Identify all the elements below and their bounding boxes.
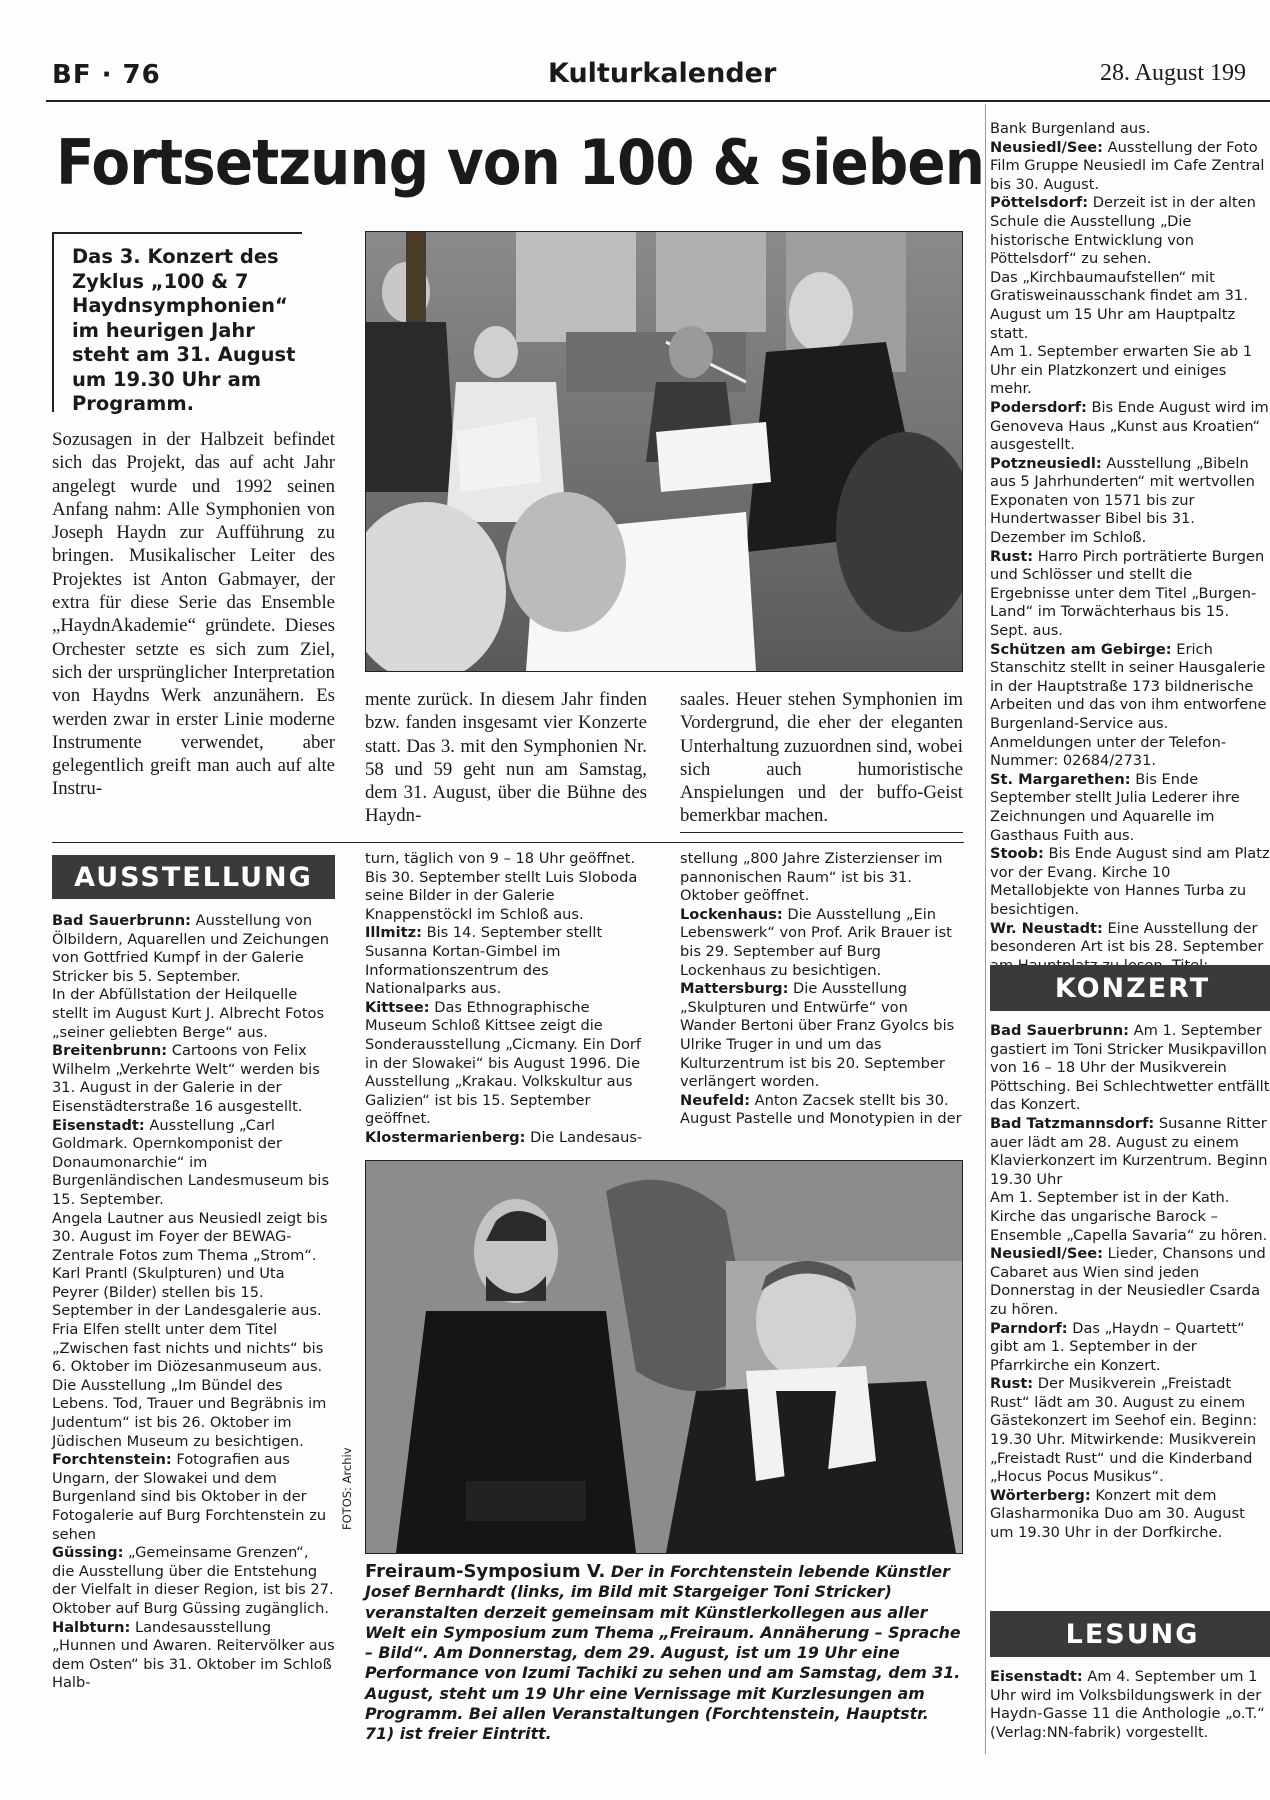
listing-place: Eisenstadt: [990,1668,1083,1685]
listing-place: Wörterberg: [990,1486,1091,1504]
symposium-photo [365,1160,963,1554]
listing-text: Ausstellung „Carl Goldmark. Opernkomponist der Donaumonarchie“ im Burgenländischen Landesmuseum bis 15. September. [52,1116,330,1208]
listing-text: Am 1. September ist in der Kath. Kirche das ungarische Barock – Ensemble „Capella Savaria“ zu hören. [990,1189,1268,1244]
listing-text: Das „Haydn – Quartett“ gibt am 1. September in der Pfarrkirche ein Konzert. [990,1319,1245,1374]
listing-place: Podersdorf: [990,398,1087,416]
listing-text: Am 4. September um 1 Uhr wird im Volksbildungswerk in der Haydn-Gasse 11 die Anthologie „o.T.“ (Verlag:NN-fabrik) vorgestellt. [990,1668,1265,1741]
listing-entry [52,1321,335,1377]
listing-entry [52,1210,335,1266]
listing-place: Rust: [990,1375,1034,1393]
listing-entry [990,1375,1270,1487]
listing-entry [990,120,1270,139]
listing-entry [990,1668,1270,1742]
listing-text: Ausstellung „Bibeln aus 5 Jahrhunderten“ mit wertvollen Exponaten von 1571 bis zur Hundertwasser Bibel bis 31. Dezember im Schloß. [990,454,1255,547]
listing-place: Güssing: [52,1544,124,1562]
listing-place: Wr. Neustadt: [990,919,1103,937]
listing-entry [990,269,1270,343]
ausstellung-col-2 [365,850,647,1148]
listing-text: In der Abfüllstation der Heilquelle stellt im August Kurt J. Albrecht Fotos „seiner geliebten Berge“ aus. [52,986,325,1041]
ausstellung-heading: AUSSTELLUNG [52,855,335,899]
listing-entry [990,343,1270,399]
listing-entry [365,850,647,924]
article-col-3: saales. Heuer stehen Symphonien im Vordergrund, die eher der eleganten Unterhaltung zuzuordnen sind, wobei sich auch humoristische Anspielungen und der buffo-Geist bemerkbar machen. [680,689,963,827]
header-rule [46,100,1270,102]
article-rule [680,832,963,833]
lesung-heading: LESUNG [990,1611,1270,1657]
listing-place: Breitenbrunn: [52,1042,168,1060]
listing-entry [52,1117,335,1210]
listing-entry [52,1619,335,1693]
listing-place: Neufeld: [680,1091,751,1109]
listing-text: Angela Lautner aus Neusiedl zeigt bis 30. August im Foyer der BEWAG-Zentrale Fotos zum Thema „Strom“. [52,1209,328,1264]
listing-place: Rust: [990,547,1034,565]
right-column-rule [985,104,986,1754]
photo-caption [365,1562,963,1745]
listing-text: Landesausstellung „Hunnen und Awaren. Reitervölker aus dem Osten“ bis 31. Oktober im Schloß Halb- [52,1618,335,1692]
listing-place: Forchtenstein: [52,1451,172,1469]
listing-place: Mattersburg: [680,980,789,998]
listing-text: Bank Burgenland aus. [990,120,1151,137]
listing-text: turn, täglich von 9 – 18 Uhr geöffnet. Bis 30. September stellt Luis Sloboda seine Bilder in der Galerie Knappenstöckl im Schloß aus. [365,850,638,923]
listing-entry [990,548,1270,641]
listing-place: Stoob: [990,845,1044,863]
listing-text: Fotografien aus Ungarn, der Slowakei und dem Burgenland sind bis Oktober in der Fotogalerie auf Burg Forchtenstein zu sehen [52,1451,327,1543]
listing-text: Ausstellung von Ölbildern, Aquarellen und Zeichungen von Gottfried Kumpf in der Galerie Stricker bis 5. September. [52,912,329,985]
listing-entry [52,986,335,1042]
listing-text: Lieder, Chansons und Cabaret aus Wien sind jeden Donnerstag in der Neusiedler Csarda zu hören. [990,1245,1266,1318]
listing-place: Schützen am Gebirge: [990,640,1172,658]
section-rule [52,842,964,843]
listing-text: „Gemeinsame Grenzen“, die Ausstellung über die Entstehung der Vielfalt in dieser Region, ist bis 27. Oktober auf Burg Güssing zugänglich. [52,1544,334,1617]
issue-date: 28. August 199 [1100,60,1247,86]
konzert-heading: KONZERT [990,965,1270,1011]
ausstellung-col-3 [680,850,963,1129]
listing-entry [990,845,1270,919]
listing-text: Das „Kirchbaumaufstellen“ mit Gratisweinausschank findet am 31. August um 15 Uhr am Hauptpaltz statt. [990,268,1248,342]
photo-credit: FOTOS: Archiv [340,1447,354,1530]
listing-text: Konzert mit dem Glasharmonika Duo am 30. August um 19.30 Uhr in der Dorfkirche. [990,1486,1245,1542]
listing-entry [990,1189,1270,1245]
listing-text: Harro Pirch porträtierte Burgen und Schlösser und stellt die Ergebnisse unter dem Titel „Burgen-Land“ im Torwächterhaus bis 15. Sept. aus. [990,547,1265,640]
caption-title: Freiraum-Symposium V. [365,1561,606,1582]
listing-text: Am 1. September gastiert im Toni Stricker Musikpavillon von 16 – 18 Uhr der Musikverein Pöttsching. Bei Schlechtwetter entfällt das Konzert. [990,1022,1270,1114]
listing-entry [990,1022,1270,1115]
listing-text: Bis 14. September stellt Susanna Kortan-Gimbel im Informationszentrum des Nationalparks aus. [365,924,603,998]
listing-place: Neusiedl/See: [990,1245,1104,1263]
listing-entry [990,455,1270,548]
listing-entry [680,1092,963,1129]
listing-place: Eisenstadt: [52,1116,145,1134]
listing-entry [990,194,1270,268]
listing-place: Pöttelsdorf: [990,194,1089,212]
listing-entry [52,1265,335,1321]
listing-text: Am 1. September erwarten Sie ab 1 Uhr ein Platzkonzert und einiges mehr. [990,343,1253,398]
listing-text: Derzeit ist in der alten Schule die Ausstellung „Die historische Entwicklung von Pöttelsdorf“ zu sehen. [990,194,1256,268]
listing-entry [365,999,647,1129]
listing-entry [52,912,335,986]
listing-text: Karl Prantl (Skulpturen) und Uta Peyrer (Bilder) stellen bis 15. September in der Landesgalerie aus. [52,1265,322,1320]
listing-entry [990,771,1270,845]
listing-entry [365,1129,647,1148]
listing-place: Kittsee: [365,998,430,1016]
listing-place: Lockenhaus: [680,905,783,923]
listing-entry [680,980,963,1092]
listing-text: Die Ausstellung „Ein Lebenswerk“ von Prof. Arik Brauer ist bis 29. September auf Burg Lockenhaus zu besichtigen. [680,905,952,979]
listing-entry [990,641,1270,771]
listing-entry [990,1115,1270,1189]
listing-entry [52,1377,335,1451]
right-col-konzert [990,1022,1270,1543]
listing-entry [680,906,963,980]
listing-text: Bis Ende August sind am Platz vor der Evang. Kirche 10 Metallobjekte von Hannes Turba zu besichtigen. [990,845,1270,918]
listing-entry [365,924,647,998]
listing-text: Die Ausstellung „Skulpturen und Entwürfe“ von Wander Bertoni über Franz Gyolcs bis Ulrike Truger in und um das Kulturzentrum ist bis 20. September verlängert worden. [680,980,955,1091]
listing-text: Bis Ende September stellt Julia Lederer ihre Zeichnungen und Aquarelle im Gasthaus Fuith aus. [990,770,1240,844]
right-col-lesung [990,1668,1270,1742]
listing-entry [990,1245,1270,1319]
listing-text: Bis Ende August wird im Genoveva Haus „Kunst aus Kroatien“ ausgestellt. [990,398,1269,454]
listing-text: Anton Zacsek stellt bis 30. August Pastelle und Monotypien in der [680,1091,962,1128]
listing-place: Illmitz: [365,924,422,942]
listing-place: Bad Tatzmannsdorf: [990,1114,1155,1132]
page-number: BF · 76 [52,60,161,90]
listing-entry [990,1487,1270,1543]
listing-text: Susanne Ritter auer lädt am 28. August zu einem Klavierkonzert im Kurzentrum. Beginn 19.30 Uhr [990,1114,1268,1188]
listing-place: Bad Sauerbrunn: [52,912,191,929]
listing-place: St. Margarethen: [990,770,1131,788]
lead-text: Das 3. Konzert des Zyklus „100 & 7 Haydnsymphonien“ im heurigen Jahr steht am 31. August um 19.30 Uhr am Programm. [72,245,296,415]
caption-text: Der in Forchtenstein lebende Künstler Josef Bernhardt (links, im Bild mit Stargeiger Toni Stricker) veranstalten derzeit gemeinsam mit Künstlerkollegen aus aller Welt ein Symposium zum Thema „Freiraum. Annäherung – Sprache – Bild“. Am Donnerstag, dem 29. August, ist um 19 Uhr eine Performance von Izumi Tachiki zu sehen und am Samstag, dem 31. August, steht um 19 Uhr eine Vernissage mit Kurzlesungen am Programm. Bei allen Veranstaltungen (Forchtenstein, Hauptstr. 71) ist freier Eintritt. [365,1562,961,1744]
listing-entry [680,850,963,906]
listing-text: Erich Stanschitz stellt in seiner Hausgalerie in der Hauptstraße 173 bildnerische Arbeiten und das von ihm entworfene Burgenland-Service aus. Anmeldungen unter der Telefon-Nummer: 02684/2731. [990,640,1267,770]
listing-entry [52,1042,335,1116]
section-title: Kulturkalender [548,58,777,89]
listing-text: Fria Elfen stellt unter dem Titel „Zwischen fast nichts und nichts“ bis 6. Oktober im Diözesanmuseum aus. [52,1321,324,1376]
listing-place: Potzneusiedl: [990,454,1102,472]
listing-text: Das Ethnographische Museum Schloß Kittsee zeigt die Sonderausstellung „Cicmany. Ein Dorf in der Slowakei“ bis August 1996. Die Ausstellung „Krakau. Volkskultur aus Galizien“ ist bis 15. September geöffnet. [365,998,642,1128]
article-col-1: Sozusagen in der Halbzeit befindet sich das Projekt, das auf acht Jahr angelegt wurde und 1992 seinen Anfang nahm: Alle Symphonien von Joseph Haydn zur Aufführung zu bringen. Musikalischer Leiter des Projektes ist Anton Gabmayer, der extra für diese Serie das Ensemble „HaydnAkademie“ gründete. Dieses Orchester setzte es sich zum Ziel, sich der ursprünglicher Interpretation von Haydns Werk anzunähern. Es werden zwar in erster Linie moderne Instrumente verwendet, aber gelegentlich greift man auch auf alte Instru- [52,429,335,800]
orchestra-photo [365,231,963,672]
headline: Fortsetzung von 100 & sieben [56,126,984,199]
listing-text: Der Musikverein „Freistadt Rust“ lädt am 30. August zu einem Gästekonzert im Seehof ein. Beginn: 19.30 Uhr. Mitwirkende: Musikverein „Freistadt Rust“ und die Kinderband „Hocus Pocus Musikus“. [990,1375,1258,1486]
listing-place: Parndorf: [990,1319,1068,1337]
ausstellung-col-1 [52,912,335,1693]
listing-entry [52,1451,335,1544]
right-col-ausstellung [990,120,1270,994]
listing-entry [52,1544,335,1618]
listing-entry [990,139,1270,195]
listing-place: Bad Sauerbrunn: [990,1022,1129,1039]
listing-text: Eine Ausstellung der besonderen Art ist bis 28. September [990,919,1264,956]
listing-text: Die Ausstellung „Im Bündel des Lebens. Tod, Trauer und Begräbnis im Judentum“ ist bis 26. Oktober im Jüdischen Museum zu besichtigen. [52,1376,327,1450]
listing-entry [990,399,1270,455]
listing-place: Neusiedl/See: [990,138,1104,156]
article-col-2: mente zurück. In diesem Jahr finden bzw. fanden insgesamt vier Konzerte statt. Das 3. mit den Symphonien Nr. 58 und 59 geht nun am Samstag, dem 31. August, über die Bühne des Haydn- [365,689,647,827]
listing-text: Die Landesaus- [525,1128,643,1146]
listing-place: Klostermarienberg: [365,1128,526,1146]
listing-entry [990,1320,1270,1376]
listing-text: stellung „800 Jahre Zisterzienser im pannonischen Raum“ ist bis 31. Oktober geöffnet. [680,850,943,905]
listing-text: Ausstellung der Foto Film Gruppe Neusiedl im Cafe Zentral bis 30. August. [990,138,1265,193]
listing-place: Halbturn: [52,1618,131,1636]
listing-text: Cartoons von Felix Wilhelm „Verkehrte Welt“ werden bis 31. August in der Galerie in der Eisenstädterstraße 16 ausgestellt. [52,1042,320,1115]
